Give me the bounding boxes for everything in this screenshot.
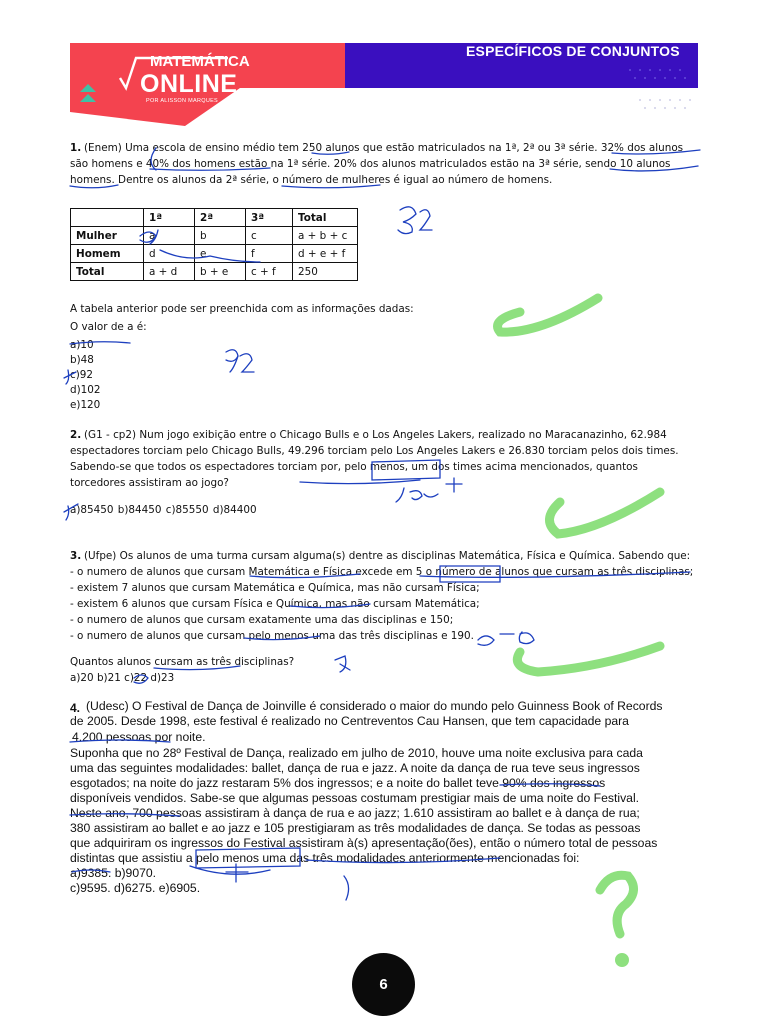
q3-line-3: - existem 7 alunos que cursam Matemática e Química, mas não cursam Física;	[70, 582, 480, 594]
table-cell: Mulher	[71, 227, 144, 245]
q4-line-10: que adquiriram os ingressos do Festival assistiram à(s) apresentação(ões), então o número total de pessoas	[70, 836, 658, 850]
q1-option-c: c)92	[70, 369, 93, 381]
q1-table	[70, 208, 358, 281]
table-row	[71, 263, 358, 281]
table-cell: 1ª	[144, 209, 195, 227]
q2-options: a)85450 b)84450 c)85550 d)84400	[70, 504, 257, 516]
q4-line-8: Neste ano, 700 pessoas assistiram à dança de rua e ao jazz; 1.610 assistiram ao ballet e à dança de rua;	[70, 806, 640, 820]
q1-question: O valor de a é:	[70, 321, 147, 333]
page-header	[0, 0, 768, 130]
table-row	[71, 227, 358, 245]
table-row	[71, 245, 358, 263]
table-cell	[71, 209, 144, 227]
table-cell: 250	[293, 263, 358, 281]
logo-top-text: MATEMÁTICA	[150, 53, 250, 70]
table-cell: b + e	[195, 263, 246, 281]
q1-after-table: A tabela anterior pode ser preenchida com as informações dadas:	[70, 303, 414, 315]
q4-line-5: uma das seguintes modalidades: ballet, dança de rua e jazz. A noite da dança de rua teve seus ingressos	[70, 761, 640, 775]
q4-line-11: distintas que assistiu a pelo menos uma das três modalidades anteriormente mencionadas foi:	[70, 851, 580, 865]
q2-line-2: espectadores torciam pelo Chicago Bulls, 49.296 torciam pelo Los Angeles Lakers e 26.830 torciam pelos dois times.	[70, 445, 679, 457]
logo-main-text: ONLINE	[140, 70, 238, 98]
table-cell: Total	[293, 209, 358, 227]
table-cell: Homem	[71, 245, 144, 263]
q3-line-6: - o numero de alunos que cursam pelo menos uma das três disciplinas e 190.	[70, 630, 474, 642]
q1-option-d: d)102	[70, 384, 101, 396]
table-cell: d	[144, 245, 195, 263]
section-title: ESPECÍFICOS DE CONJUNTOS	[466, 43, 680, 59]
table-cell: a + d	[144, 263, 195, 281]
table-cell: c + f	[246, 263, 293, 281]
q3-line-5: - o numero de alunos que cursam exatamente uma das disciplinas e 150;	[70, 614, 454, 626]
table-row	[71, 209, 358, 227]
page-number-badge: 6	[352, 953, 415, 1016]
q3-options: a)20 b)21 c)22 d)23	[70, 672, 175, 684]
table-cell: b	[195, 227, 246, 245]
q4-line-2: de 2005. Desde 1998, este festival é realizado no Centreventos Cau Hansen, que tem capacidade para	[70, 714, 629, 728]
q2-number: 2.	[70, 429, 82, 441]
q4-line-3: 4.200 pessoas por noite.	[72, 730, 206, 744]
table-cell: e	[195, 245, 246, 263]
q1-line-1: (Enem) Uma escola de ensino médio tem 250 alunos que estão matriculados na 1ª, 2ª ou 3ª série. 32% dos alunos	[84, 142, 684, 154]
q2-line-3: Sabendo-se que todos os espectadores torciam por, pelo menos, um dos times acima mencionados, quantos	[70, 461, 638, 473]
table-cell: 2ª	[195, 209, 246, 227]
table-cell: f	[246, 245, 293, 263]
table-cell: c	[246, 227, 293, 245]
table-cell: d + e + f	[293, 245, 358, 263]
q1-option-e: e)120	[70, 399, 101, 411]
q3-number: 3.	[70, 550, 82, 562]
q3-line-2: - o numero de alunos que cursam Matemática e Física excede em 5 o número de alunos que cursam as três disciplinas;	[70, 566, 694, 578]
header-banner	[0, 0, 768, 130]
table-cell: Total	[71, 263, 144, 281]
q1-option-b: b)48	[70, 354, 94, 366]
q4-line-4: Suponha que no 28º Festival de Dança, realizado em julho de 2010, houve uma noite exclusiva para cada	[70, 746, 643, 760]
logo-sub-text: POR ALISSON MARQUES	[146, 98, 219, 104]
q4-line-7: disponíveis vendidos. Sabe-se que algumas pessoas costumam prestigiar mais de uma noite do Festival.	[70, 791, 640, 805]
q1-option-a: a)10	[70, 339, 94, 351]
q4-number: 4.	[70, 701, 81, 715]
q4-options-1: a)9385. b)9070.	[70, 866, 157, 880]
table-cell: a + b + c	[293, 227, 358, 245]
q2-line-1: (G1 - cp2) Num jogo exibição entre o Chicago Bulls e o Los Angeles Lakers, realizado no Maracanazinho, 62.984	[84, 429, 667, 441]
q4-line-1: (Udesc) O Festival de Dança de Joinville é considerado o maior do mundo pelo Guinness Book of Records	[86, 699, 663, 713]
q4-options-2: c)9595. d)6275. e)6905.	[70, 881, 201, 895]
table-cell: 3ª	[246, 209, 293, 227]
q3-line-1: (Ufpe) Os alunos de uma turma cursam alguma(s) dentre as disciplinas Matemática, Física e Química. Sabendo que:	[84, 550, 691, 562]
q1-line-2: são homens e 40% dos homens estão na 1ª série. 20% dos alunos matriculados estão na 3ª série, sendo 10 alunos	[70, 158, 671, 170]
q3-question: Quantos alunos cursam as três disciplinas?	[70, 656, 295, 668]
q1-line-3: homens. Dentre os alunos da 2ª série, o número de mulheres é igual ao número de homens.	[70, 174, 553, 186]
q1-number: 1.	[70, 142, 82, 154]
table-cell: a	[144, 227, 195, 245]
q4-line-6: esgotados; na noite do jazz restaram 5% dos ingressos; e a noite do ballet teve 90% dos ingressos	[70, 776, 606, 790]
q2-line-4: torcedores assistiram ao jogo?	[70, 477, 229, 489]
q4-line-9: 380 assistiram ao ballet e ao jazz e 105 prestigiaram as três modalidades de dança. Se todas as pessoas	[70, 821, 641, 835]
q3-line-4: - existem 6 alunos que cursam Física e Química, mas não cursam Matemática;	[70, 598, 480, 610]
